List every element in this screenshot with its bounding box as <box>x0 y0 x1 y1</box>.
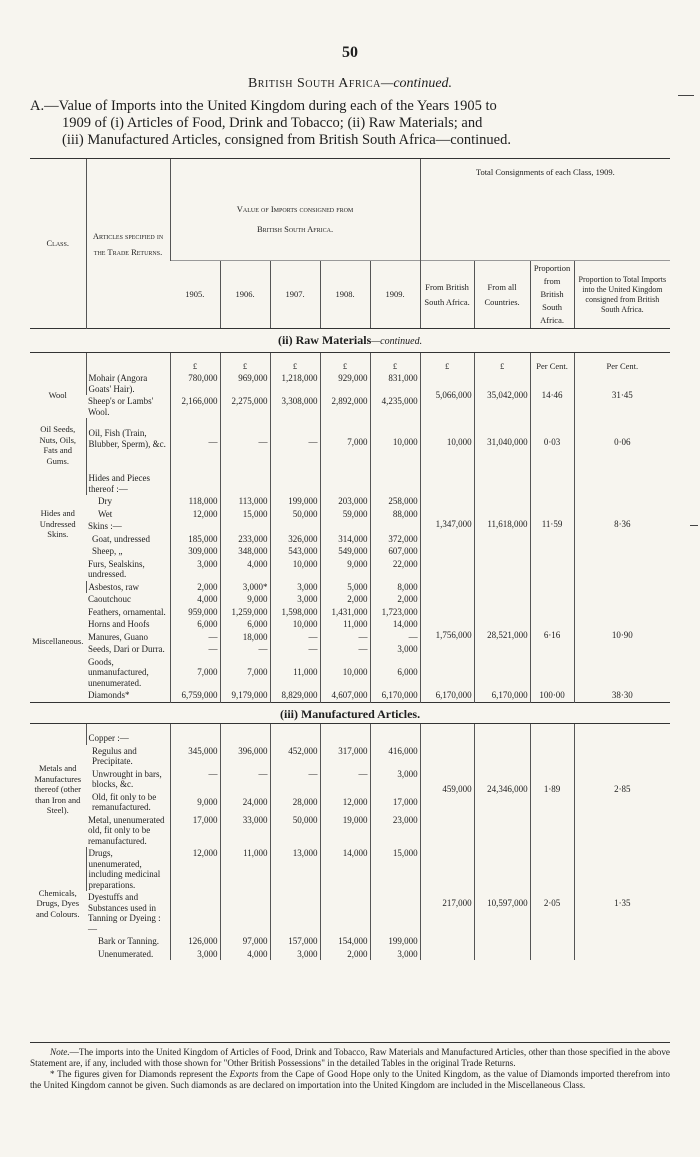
value-cell: 12,000 <box>320 791 370 814</box>
table-row <box>30 581 670 594</box>
table-row <box>30 732 670 745</box>
value-cell: 154,000 <box>320 935 370 948</box>
value-cell: 15,000 <box>370 847 420 891</box>
proportion-total-cell: 2·85 <box>574 732 670 847</box>
value-cell: 2,000 <box>320 948 370 961</box>
total-bsa-cell: 5,066,000 <box>420 372 474 418</box>
table-title-line-2: 1909 of (i) Articles of Food, Drink and Tobacco; (ii) Raw Materials; and <box>62 115 483 131</box>
value-cell: 14,000 <box>370 618 420 631</box>
value-cell: — <box>220 643 270 656</box>
table-row <box>30 847 670 891</box>
value-cell: 23,000 <box>370 814 420 848</box>
value-cell: 24,000 <box>220 791 270 814</box>
note-text: —The imports into the United Kingdom of Articles of Food, Drink and Tobacco, Raw Materials and Manufactured Articles, other than those specified in the above Statement are, if any, included with those shown for "Other British Possessions" in the detailed Tables in the original Trade Returns. <box>30 1047 670 1068</box>
imports-table-container <box>30 158 670 960</box>
total-bsa-cell: 459,000 <box>420 732 474 847</box>
value-cell: 3,000 <box>370 948 420 961</box>
article-cell: Dyestuffs and Substances used in Tanning or Dyeing :— <box>88 892 161 934</box>
total-all-cell: 10,597,000 <box>474 847 530 960</box>
value-cell: 396,000 <box>220 745 270 768</box>
value-cell: 6,170,000 <box>370 689 420 702</box>
article-cell: Horns and Hoofs <box>88 619 150 629</box>
imports-table <box>30 158 670 960</box>
article-cell: Diamonds* <box>88 690 130 700</box>
unit-cell: £ <box>420 352 474 372</box>
note-label: Note. <box>50 1047 70 1057</box>
article-cell: Old, fit only to be remanufactured. <box>92 791 157 812</box>
proportion-total-cell: 10·90 <box>574 581 670 690</box>
value-cell: 199,000 <box>270 495 320 508</box>
value-cell: 780,000 <box>170 372 220 395</box>
value-cell: 18,000 <box>220 631 270 644</box>
value-cell: 929,000 <box>320 372 370 395</box>
value-cell: 8,829,000 <box>270 689 320 702</box>
value-cell: 33,000 <box>220 814 270 848</box>
value-cell: 233,000 <box>220 533 270 546</box>
total-bsa-cell: 6,170,000 <box>420 689 474 702</box>
table-title <box>30 98 670 149</box>
article-cell: Mohair (Angora Goats' Hair). <box>86 372 170 395</box>
value-cell: 2,000 <box>370 593 420 606</box>
header-articles: Articles specified in the Trade Returns. <box>86 159 170 329</box>
class-cell: Hides and Undressed Skins. <box>39 508 76 539</box>
unit-cell: £ <box>220 352 270 372</box>
value-cell: — <box>170 418 220 467</box>
diamonds-footnote-b: from the Cape of Good Hope only to the United Kingdom, as the value of Diamonds imported therefrom into the United Kingdom cannot be given. Such diamonds as are declared on importation into the United Kingdom are included in the Miscellaneous Class. <box>30 1069 670 1090</box>
unit-cell: £ <box>474 352 530 372</box>
value-cell: 6,000 <box>370 656 420 690</box>
value-cell: 4,000 <box>220 948 270 961</box>
value-cell: 59,000 <box>320 508 370 521</box>
value-cell: 50,000 <box>270 814 320 848</box>
value-cell: 1,723,000 <box>370 606 420 619</box>
total-all-cell: 35,042,000 <box>474 372 530 418</box>
proportion-cell: 14·46 <box>530 372 574 418</box>
value-cell: — <box>170 631 220 644</box>
value-cell: — <box>220 418 270 467</box>
total-all-cell: 6,170,000 <box>474 689 530 702</box>
header-year-1907: 1907. <box>270 261 320 329</box>
total-all-cell: 11,618,000 <box>474 467 530 581</box>
value-cell: 959,000 <box>170 606 220 619</box>
value-cell: 11,000 <box>320 618 370 631</box>
value-cell: 10,000 <box>270 558 320 581</box>
value-cell: 452,000 <box>270 745 320 768</box>
value-cell: 19,000 <box>320 814 370 848</box>
table-row <box>30 372 670 395</box>
value-cell: 3,000 <box>270 948 320 961</box>
value-cell: — <box>320 768 370 791</box>
article-cell: Unenumerated. <box>98 948 154 959</box>
value-cell: — <box>270 418 320 467</box>
article-cell: Asbestos, raw <box>86 581 170 594</box>
value-cell: 97,000 <box>220 935 270 948</box>
running-head <box>0 76 700 92</box>
unit-row <box>30 352 670 372</box>
article-cell: Sheep, „ <box>92 546 123 556</box>
value-cell: 10,000 <box>320 656 370 690</box>
value-cell: 2,275,000 <box>220 395 270 418</box>
header-from-all: From all Countries. <box>474 261 530 329</box>
value-cell: 10,000 <box>270 618 320 631</box>
value-cell: 3,308,000 <box>270 395 320 418</box>
total-all-cell: 31,040,000 <box>474 418 530 467</box>
value-cell: 17,000 <box>370 791 420 814</box>
value-cell: 8,000 <box>370 581 420 594</box>
article-cell: Dry <box>98 496 112 506</box>
total-bsa-cell: 1,347,000 <box>420 467 474 581</box>
value-cell: 6,000 <box>170 618 220 631</box>
value-cell: 17,000 <box>170 814 220 848</box>
value-cell: 3,000 <box>170 558 220 581</box>
proportion-total-cell: 38·30 <box>574 689 670 702</box>
article-cell: Feathers, ornamental. <box>88 606 166 617</box>
section-raw-title: (ii) Raw Materials <box>277 333 372 347</box>
value-cell: 4,000 <box>170 593 220 606</box>
article-cell: Seeds, Dari or Durra. <box>88 644 165 654</box>
total-all-cell: 24,346,000 <box>474 732 530 847</box>
value-cell: 126,000 <box>170 935 220 948</box>
value-cell: 13,000 <box>270 847 320 891</box>
proportion-total-cell: 8·36 <box>574 467 670 581</box>
table-row <box>30 689 670 702</box>
header-value-group-line-2: British South Africa. <box>256 224 334 234</box>
value-cell: 309,000 <box>170 545 220 558</box>
article-cell: Manures, Guano <box>88 631 148 642</box>
header-value-group-line-1: Value of Imports consigned from <box>236 203 354 214</box>
article-cell: Wet <box>98 508 113 519</box>
value-cell: 9,000 <box>320 558 370 581</box>
diamonds-footnote-a: * The figures given for Diamonds represent the <box>50 1069 230 1079</box>
section-raw-suffix: —continued. <box>371 336 423 347</box>
value-cell: 5,000 <box>320 581 370 594</box>
proportion-cell: 11·59 <box>530 467 574 581</box>
article-cell: Unwrought in bars, blocks, &c. <box>92 768 162 789</box>
page-number: 50 <box>342 44 358 61</box>
header-totals-group: Total Consignments of each Class, 1909. <box>420 159 670 261</box>
class-cell: Wool <box>48 389 67 400</box>
value-cell: 607,000 <box>370 545 420 558</box>
proportion-total-cell: 0·06 <box>574 418 670 467</box>
proportion-cell: 2·05 <box>530 847 574 960</box>
value-cell: 549,000 <box>320 545 370 558</box>
total-bsa-cell: 217,000 <box>420 847 474 960</box>
value-cell: 3,000 <box>270 593 320 606</box>
value-cell: 9,000 <box>220 593 270 606</box>
header-value-group <box>170 159 420 261</box>
value-cell: — <box>270 631 320 644</box>
value-cell: 9,000 <box>170 791 220 814</box>
footnotes <box>30 1042 670 1091</box>
value-cell: 22,000 <box>370 558 420 581</box>
value-cell: — <box>370 631 420 644</box>
diamonds-footnote-em: Exports <box>229 1069 259 1079</box>
unit-cell: £ <box>370 352 420 372</box>
value-cell: 12,000 <box>170 508 220 521</box>
header-proportion-total: Proportion to Total Imports into the United Kingdom consigned from British South Africa. <box>574 261 670 329</box>
proportion-cell: 1·89 <box>530 732 574 847</box>
value-cell: 4,235,000 <box>370 395 420 418</box>
article-cell: Hides and Pieces thereof :— <box>86 467 170 495</box>
value-cell: 11,000 <box>270 656 320 690</box>
value-cell: 2,000 <box>170 581 220 594</box>
value-cell: 185,000 <box>170 533 220 546</box>
value-cell: — <box>220 768 270 791</box>
value-cell: 372,000 <box>370 533 420 546</box>
value-cell: 326,000 <box>270 533 320 546</box>
article-cell: Regulus and Precipitate. <box>92 745 137 766</box>
value-cell: 3,000 <box>270 581 320 594</box>
value-cell: 12,000 <box>170 847 220 891</box>
unit-cell: £ <box>320 352 370 372</box>
table-title-line-1: A.—Value of Imports into the United Kingdom during each of the Years 1905 to <box>30 98 497 114</box>
table-row <box>30 418 670 467</box>
value-cell: 118,000 <box>170 495 220 508</box>
article-cell: Goods, unmanufactured, unenumerated. <box>88 656 149 688</box>
total-all-cell: 28,521,000 <box>474 581 530 690</box>
value-cell: 969,000 <box>220 372 270 395</box>
header-year-1908: 1908. <box>320 261 370 329</box>
value-cell: — <box>320 631 370 644</box>
margin-mark <box>678 95 694 96</box>
unit-cell: £ <box>270 352 320 372</box>
value-cell: 7,000 <box>170 656 220 690</box>
value-cell: 9,179,000 <box>220 689 270 702</box>
value-cell: 416,000 <box>370 745 420 768</box>
value-cell: — <box>270 643 320 656</box>
value-cell: 14,000 <box>320 847 370 891</box>
table-row <box>30 467 670 495</box>
value-cell: 113,000 <box>220 495 270 508</box>
value-cell: 1,431,000 <box>320 606 370 619</box>
value-cell: 199,000 <box>370 935 420 948</box>
class-cell: Chemicals, Drugs, Dyes and Colours. <box>36 887 80 919</box>
value-cell: 2,000 <box>320 593 370 606</box>
section-manufactured <box>30 702 670 724</box>
total-bsa-cell: 1,756,000 <box>420 581 474 690</box>
value-cell: 314,000 <box>320 533 370 546</box>
unit-cell: Per Cent. <box>530 352 574 372</box>
value-cell: 4,000 <box>220 558 270 581</box>
running-head-suffix: —continued. <box>380 76 453 91</box>
article-cell: Copper :— <box>86 732 170 745</box>
proportion-cell: 0·03 <box>530 418 574 467</box>
value-cell: 15,000 <box>220 508 270 521</box>
value-cell: 11,000 <box>220 847 270 891</box>
header-year-1909: 1909. <box>370 261 420 329</box>
total-bsa-cell: 10,000 <box>420 418 474 467</box>
value-cell: 10,000 <box>370 418 420 467</box>
article-cell: Skins :— <box>88 521 122 531</box>
value-cell: 831,000 <box>370 372 420 395</box>
class-cell: Miscellaneous. <box>32 635 84 646</box>
header-year-1905: 1905. <box>170 261 220 329</box>
value-cell: 1,218,000 <box>270 372 320 395</box>
note-paragraph <box>30 1047 670 1069</box>
value-cell: 28,000 <box>270 791 320 814</box>
value-cell: 543,000 <box>270 545 320 558</box>
value-cell: — <box>170 768 220 791</box>
value-cell: 7,000 <box>320 418 370 467</box>
class-cell: Metals and Manufactures thereof (other than Iron and Steel). <box>34 763 82 816</box>
article-cell: Caoutchouc <box>88 594 131 604</box>
proportion-cell: 100·00 <box>530 689 574 702</box>
article-cell: Oil, Fish (Train, Blubber, Sperm), &c. <box>86 418 170 467</box>
value-cell: 4,607,000 <box>320 689 370 702</box>
value-cell: 157,000 <box>270 935 320 948</box>
value-cell: 2,166,000 <box>170 395 220 418</box>
section-mfg-title: (iii) Manufactured Articles. <box>30 702 670 724</box>
header-class: Class. <box>30 159 86 329</box>
value-cell: 3,000* <box>220 581 270 594</box>
running-head-text: British South Africa <box>247 76 381 91</box>
value-cell: 345,000 <box>170 745 220 768</box>
header-from-bsa: From British South Africa. <box>420 261 474 329</box>
margin-mark-2 <box>690 525 698 526</box>
value-cell: 3,000 <box>370 768 420 791</box>
value-cell: 3,000 <box>170 948 220 961</box>
header-year-1906: 1906. <box>220 261 270 329</box>
class-cell: Oil Seeds, Nuts, Oils, Fats and Gums. <box>39 424 77 466</box>
unit-cell: £ <box>170 352 220 372</box>
section-raw-materials <box>30 329 670 353</box>
diamonds-footnote <box>30 1069 670 1091</box>
value-cell: 7,000 <box>220 656 270 690</box>
value-cell: — <box>270 768 320 791</box>
value-cell: 6,000 <box>220 618 270 631</box>
value-cell: 1,598,000 <box>270 606 320 619</box>
value-cell: 50,000 <box>270 508 320 521</box>
proportion-total-cell: 1·35 <box>574 847 670 960</box>
table-title-line-3: (iii) Manufactured Articles, consigned from British South Africa—continued. <box>62 132 511 148</box>
value-cell: 6,759,000 <box>170 689 220 702</box>
article-cell: Metal, unenumerated old, fit only to be remanufactured. <box>88 814 165 846</box>
article-cell: Drugs, unenumerated, including medicinal preparations. <box>86 847 170 891</box>
value-cell: 348,000 <box>220 545 270 558</box>
value-cell: — <box>170 643 220 656</box>
value-cell: — <box>320 643 370 656</box>
proportion-total-cell: 31·45 <box>574 372 670 418</box>
article-cell: Bark or Tanning. <box>98 936 159 946</box>
article-cell: Furs, Sealskins, undressed. <box>88 558 145 579</box>
value-cell: 88,000 <box>370 508 420 521</box>
value-cell: 3,000 <box>370 643 420 656</box>
value-cell: 317,000 <box>320 745 370 768</box>
article-cell: Sheep's or Lambs' Wool. <box>88 396 154 417</box>
value-cell: 1,259,000 <box>220 606 270 619</box>
value-cell: 2,892,000 <box>320 395 370 418</box>
unit-cell: Per Cent. <box>574 352 670 372</box>
value-cell: 258,000 <box>370 495 420 508</box>
header-proportion: Proportion from British South Africa. <box>530 261 574 329</box>
proportion-cell: 6·16 <box>530 581 574 690</box>
article-cell: Goat, undressed <box>92 533 150 544</box>
value-cell: 203,000 <box>320 495 370 508</box>
